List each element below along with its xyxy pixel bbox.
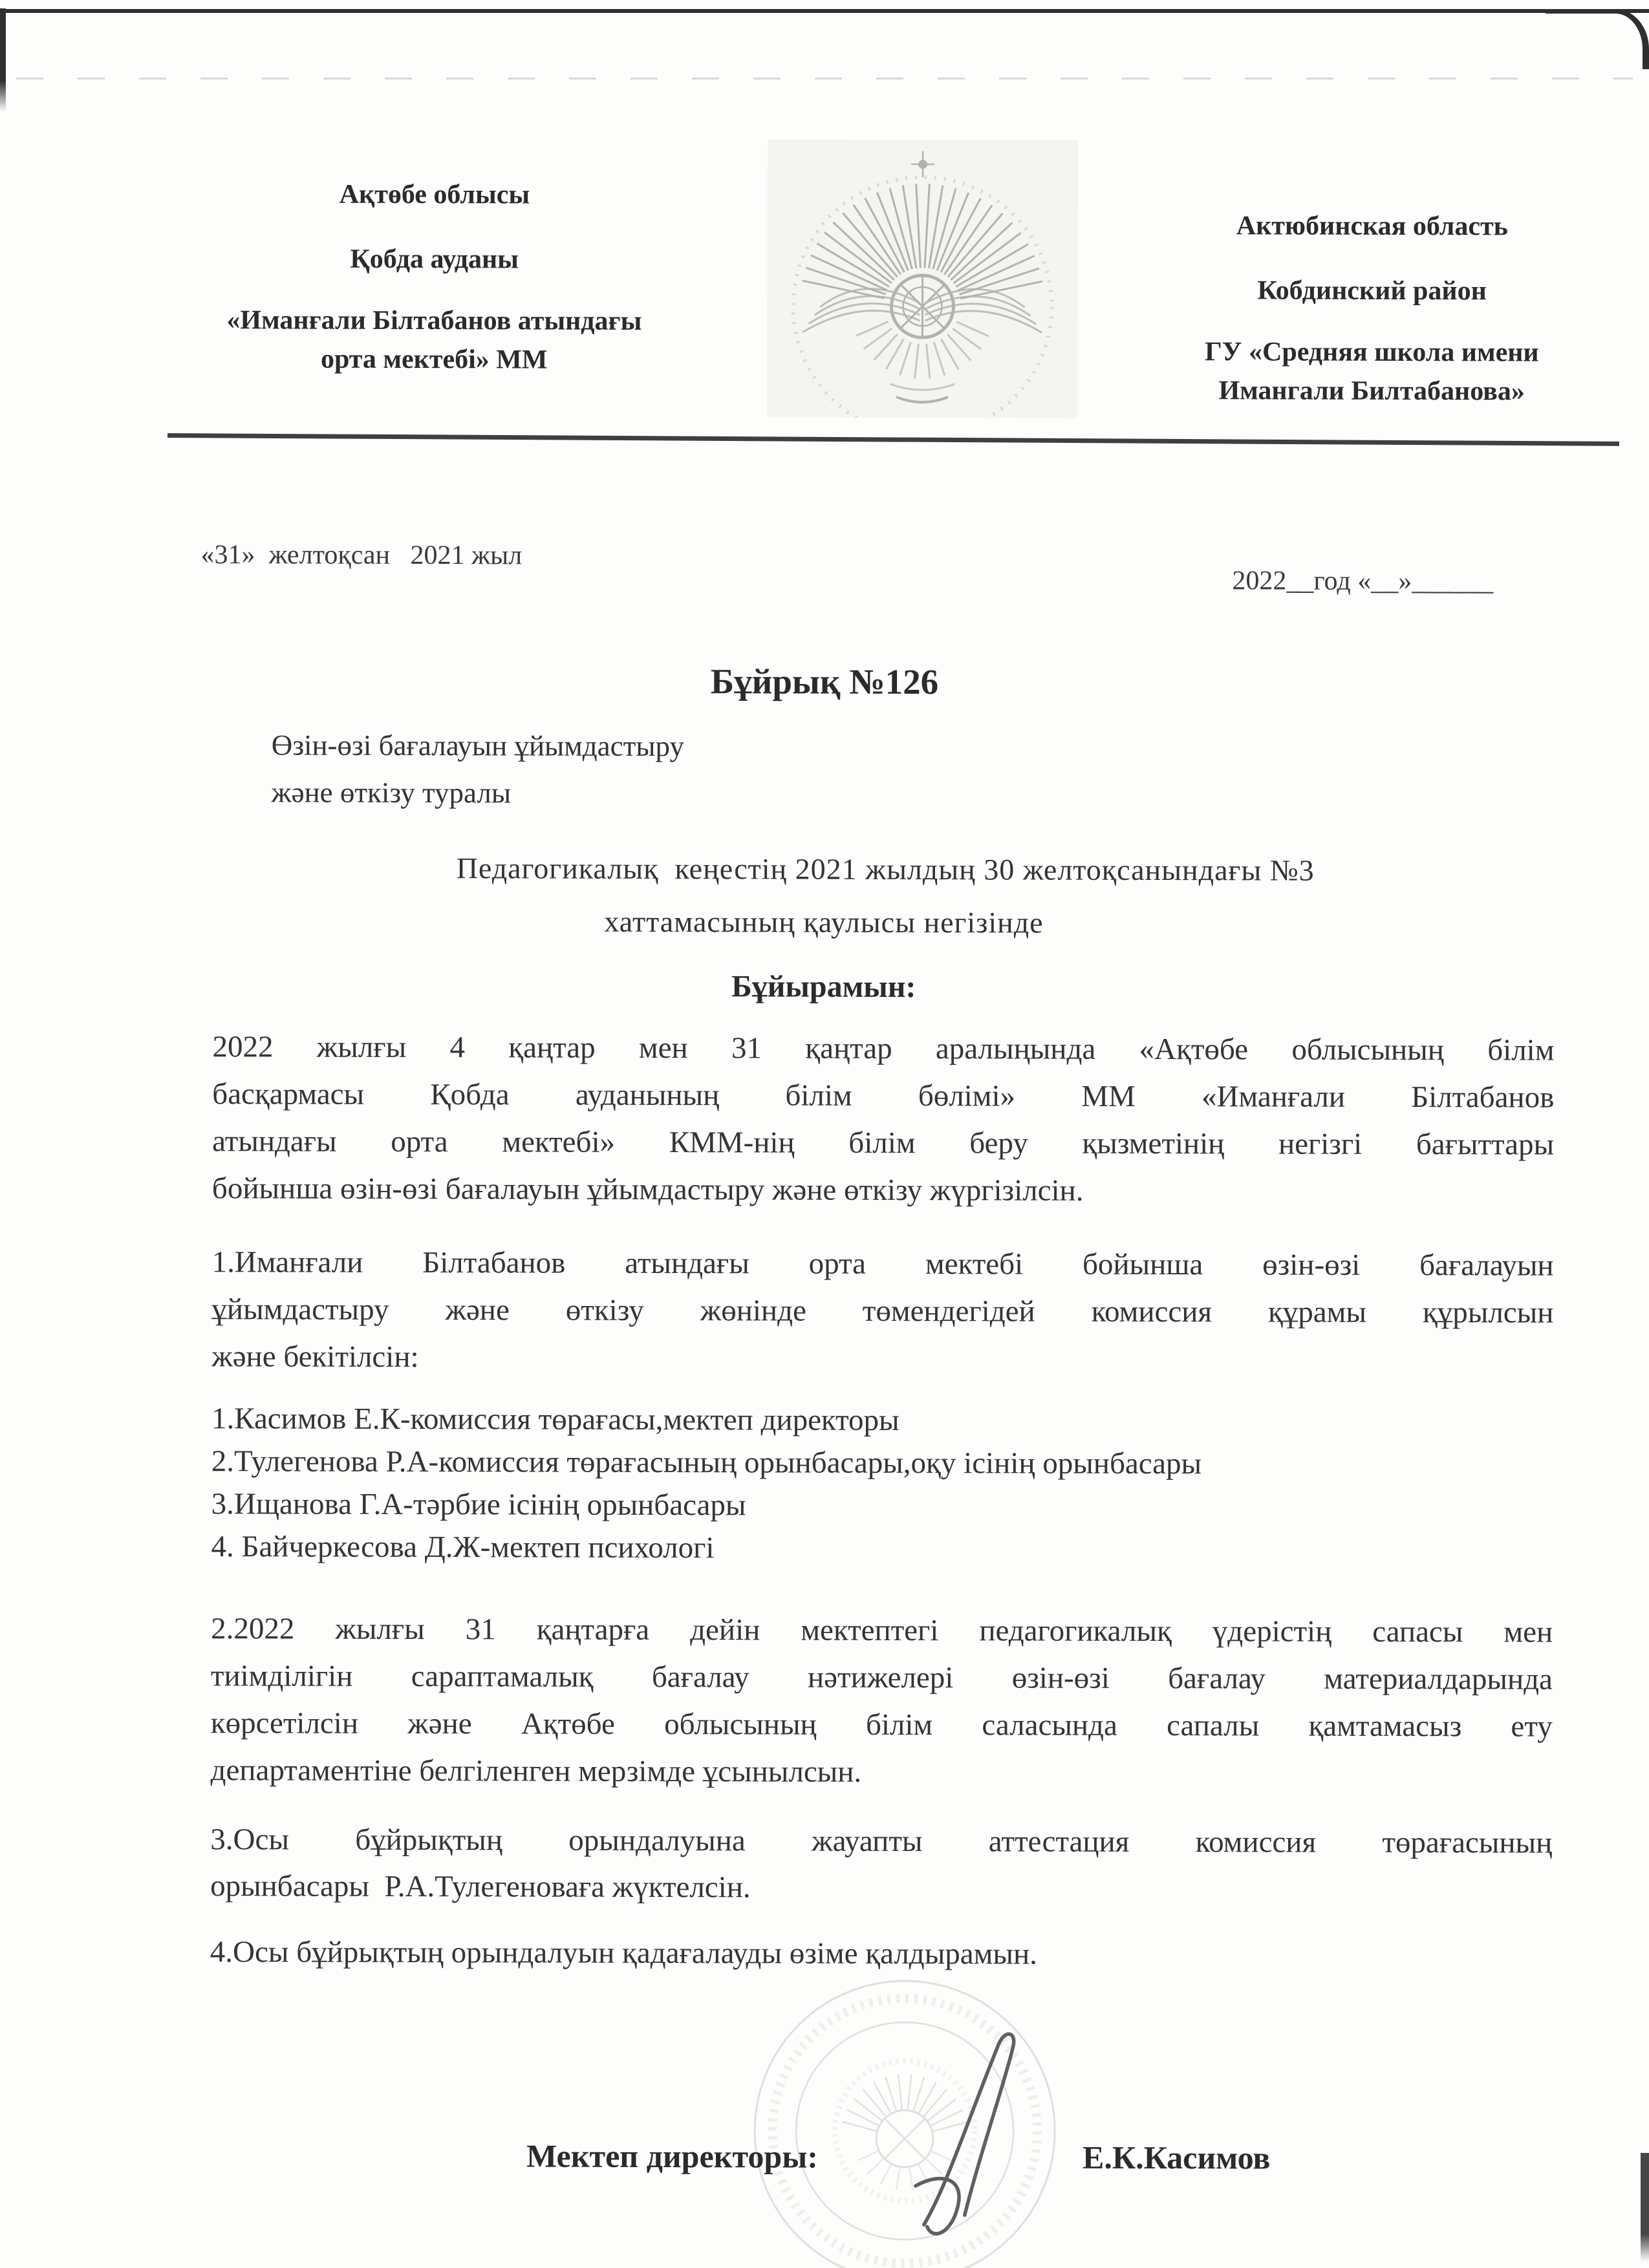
body-line: ұйымдастыру және өткізу жөнінде төмендегідей комиссия құрамы құрылсын (211, 1292, 1554, 1330)
order-subject (271, 722, 684, 817)
paragraph-item2 (210, 1605, 1553, 1797)
date-kk: «31» желтоқсан 2021 жыл (200, 540, 523, 571)
commission-item: 1.Касимов Е.К-комиссия төрағасы,мектеп директоры (211, 1402, 900, 1437)
commission-item: 3.Ищанова Г.А-тәрбие ісінің орынбасары (211, 1487, 746, 1523)
order-title: Бұйрық №126 (710, 661, 939, 702)
commission-item: 4. Байчеркесова Д.Ж-мектеп психологі (211, 1530, 715, 1565)
region-name-kk: Ақтөбе облысы (339, 179, 530, 210)
school-name-kk-line1: «Иманғали Білтабанов атындағы (226, 305, 642, 336)
commission-item: 2.Тулегенова Р.А-комиссия төрағасының орынбасары,оқу ісінің орынбасары (211, 1444, 1202, 1481)
body-line: 2022 жылғы 4 қаңтар мен 31 қаңтар аралыңында «Ақтөбе облысының білім (212, 1030, 1555, 1067)
commission-list (211, 1397, 1553, 1571)
paragraph-item1 (211, 1239, 1554, 1384)
kazakhstan-emblem-image (767, 139, 1078, 418)
body-line: және бекітілсін: (211, 1340, 419, 1375)
order-basis-line1: Педагогикалық кеңестің 2021 жылдың 30 желтоқсанындағы №3 (456, 851, 1315, 887)
body-line: орынбасары Р.А.Тулегеноваға жүктелсін. (210, 1869, 751, 1905)
body-line: бойынша өзін-өзі бағалауын ұйымдастыру және өткізу жүргізілсін. (211, 1171, 1084, 1208)
body-line: атындағы орта мектебі» КММ-нің білім беру қызметінің негізгі бағыттары (212, 1124, 1555, 1162)
handwritten-signature-image (901, 2021, 1051, 2241)
region-name-ru: Актюбинская область (1236, 211, 1508, 242)
header-left-block (175, 175, 693, 380)
school-name-ru-line1: ГУ «Средняя школа имени (1204, 337, 1539, 368)
body-line: 4.Осы бұйрықтың орындалуын қадағалауды өзіме қалдырамын. (210, 1935, 1037, 1971)
order-basis-line2: хаттамасының қаулысы негізінде (604, 904, 1044, 939)
paragraph-intro (212, 1023, 1555, 1215)
body-line: департаментіне белгіленген мерзімде ұсынылсын. (210, 1753, 862, 1789)
body-line: 2.2022 жылғы 31 қаңтарға дейін мектептегі педагогикалық үдерістің сапасы мен (211, 1612, 1553, 1649)
body-line: 3.Осы бұйрықтың орындалуына жауапты аттестация комиссия төрағасының (210, 1823, 1553, 1860)
order-subject-line2: және өткізу туралы (271, 776, 512, 809)
school-name-ru-line2: Имангали Билтабанова» (1218, 376, 1525, 407)
school-name-kk-line2: орта мектебі» ММ (320, 344, 548, 375)
decree-word: Бұйырамын: (731, 969, 916, 1005)
signature-label: Мектеп директоры: (526, 2137, 819, 2175)
body-line: тиімділігін сараптамалық бағалау нәтижелері өзін-өзі бағалау материалдарында (210, 1659, 1553, 1696)
district-name-ru: Кобдинский район (1257, 275, 1487, 306)
body-line: көрсетілсін және Ақтөбе облысының білім саласында сапалы қамтамасыз ету (210, 1706, 1553, 1744)
header-divider-rule (167, 433, 1619, 446)
order-basis (0, 840, 1648, 951)
header-right-block (1119, 206, 1624, 411)
date-ru: 2022__год «__»______ (1232, 566, 1494, 597)
order-subject-line1: Өзін-өзі бағалауын ұйымдастыру (271, 729, 685, 763)
district-name-kk: Қобда ауданы (350, 244, 519, 275)
paragraph-item3 (210, 1816, 1552, 1912)
body-line: басқармасы Қобда ауданының білім бөлімі» ММ «Иманғали Білтабанов (212, 1077, 1555, 1115)
body-line: 1.Иманғали Білтабанов атындағы орта мектебі бойынша өзін-өзі бағалауын (211, 1245, 1554, 1283)
signature-name: Е.К.Касимов (1082, 2139, 1271, 2176)
